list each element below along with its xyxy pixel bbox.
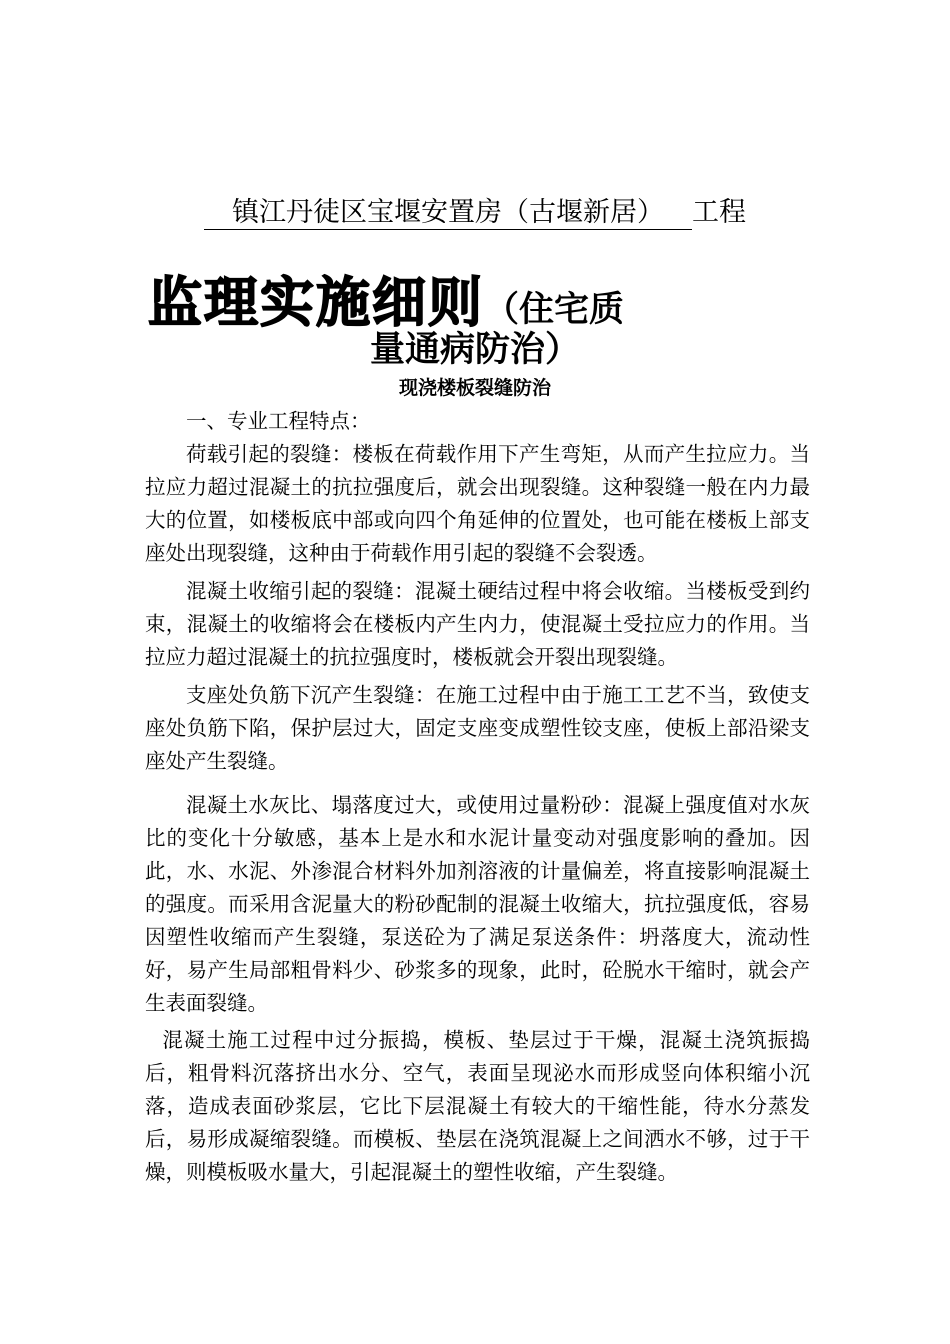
paragraph-rebar-sinking: 支座处负筋下沉产生裂缝：在施工过程中由于施工工艺不当，致使支座处负筋下陷，保护层过大，固定支座变成塑性铰支座，使板上部沿梁支座处产生裂缝。 <box>145 683 810 773</box>
project-header <box>0 196 950 230</box>
paragraph-water-cement-ratio: 混凝土水灰比、塌落度过大，或使用过量粉砂：混凝上强度值对水灰比的变化十分敏感，基本上是水和水泥计量变动对强度影响的叠加。因此，水、水泥、外渗混合材料外加剂溶液的计量偏差，将直接影响混凝土的强度。而采用含泥量大的粉砂配制的混凝土收缩大，抗拉强度低，容易因塑性收缩而产生裂缝，泵送砼为了满足泵送条件：坍落度大，流动性好，易产生局部粗骨料少、砂浆多的现象，此时，砼脱水干缩时，就会产生表面裂缝。 <box>145 793 810 1015</box>
project-suffix: 工程 <box>692 197 746 228</box>
paragraph-over-vibration: 混凝土施工过程中过分振捣，模板、垫层过于干燥，混凝土浇筑振捣后，粗骨料沉落挤出水分、空气，表面呈现泌水而形成竖向体积缩小沉落，造成表面砂浆层，它比下层混凝土有较大的干缩性能，待水分蒸发后，易形成凝缩裂缝。而模板、垫层在浇筑混凝上之间洒水不够，过于干燥，则模板吸水量大，引起混凝土的塑性收缩，产生裂缝。 <box>145 1028 810 1184</box>
paragraph-load-cracks: 荷载引起的裂缝：楼板在荷载作用下产生弯矩，从而产生拉应力。当拉应力超过混凝土的抗拉强度后，就会出现裂缝。这种裂缝一般在内力最大的位置，如楼板底中部或向四个角延伸的位置处，也可能在楼板上部支座处出现裂缝，这种由于荷载作用引起的裂缝不会裂透。 <box>145 442 810 565</box>
title-paren-part1: （住宅质 <box>484 290 625 330</box>
paragraph-shrinkage-cracks: 混凝土收缩引起的裂缝：混凝土硬结过程中将会收缩。当楼板受到约束，混凝土的收缩将会在楼板内产生内力，使混凝土受拉应力的作用。当拉应力超过混凝土的抗拉强度时，楼板就会开裂出现裂缝。 <box>145 579 810 669</box>
body-block-2 <box>145 575 810 674</box>
section-subtitle: 现浇楼板裂缝防治 <box>398 377 551 399</box>
section-heading: 一、专业工程特点： <box>186 409 371 433</box>
body-block-1 <box>145 405 810 570</box>
title-main: 监理实施细则 <box>148 271 484 334</box>
title-paren-part2: 量通病防治） <box>369 330 580 370</box>
body-block-4 <box>145 789 810 1020</box>
body-block-5 <box>145 1024 810 1189</box>
body-block-3 <box>145 679 810 778</box>
project-name: 镇江丹徒区宝堰安置房（古堰新居） <box>204 197 692 230</box>
